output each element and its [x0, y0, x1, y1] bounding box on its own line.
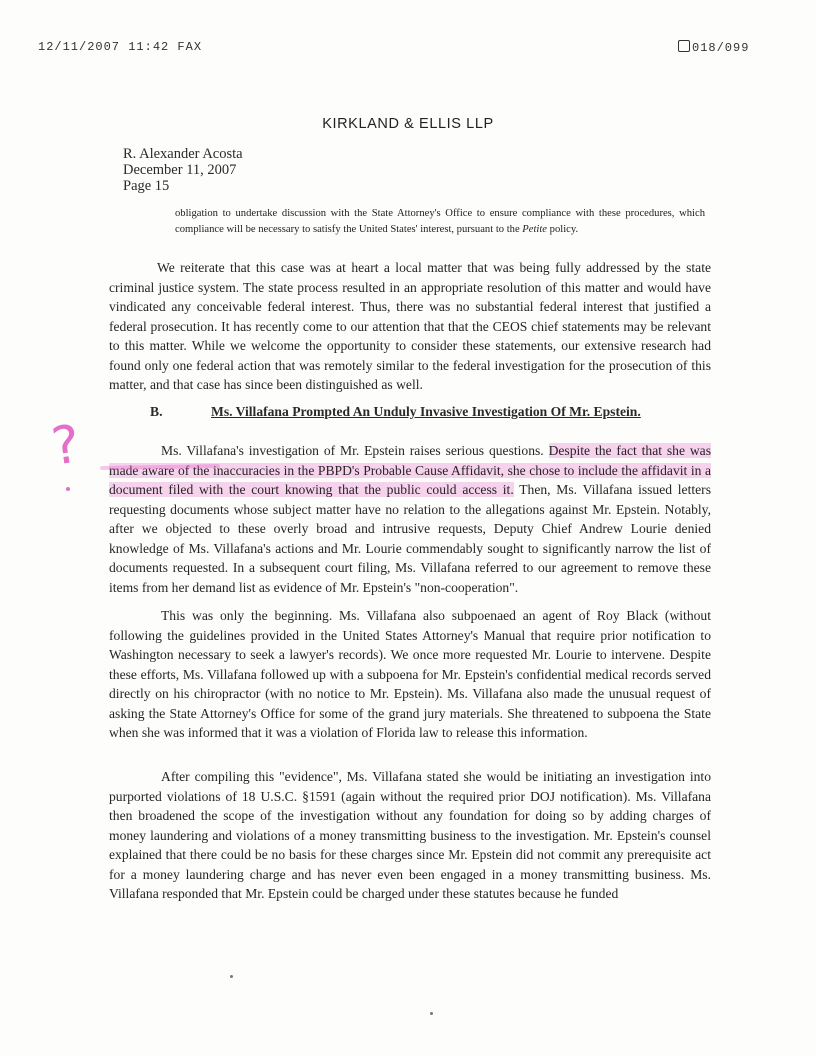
section-title: Ms. Villafana Prompted An Unduly Invasive Investigation Of Mr. Epstein.: [211, 404, 641, 419]
letter-date: December 11, 2007: [123, 162, 237, 178]
paragraph-2-intro: Ms. Villafana's investigation of Mr. Epstein raises serious questions.: [161, 443, 549, 458]
section-heading: [150, 404, 641, 420]
paragraph-subpoenas: This was only the beginning. Ms. Villafana also subpoenaed an agent of Roy Black (without following the guidelines provided in the United States Attorney's Manual that require prior notification to Washington necessary to seek a lawyer's records). We once more requested Mr. Lourie to intervene. Despite these efforts, Ms. Villafana followed up with a subpoena for Mr. Epstein's confidential medical records served directly on his chiropractor (with no notice to Mr. Epstein). Ms. Villafana also made the unusual request of asking the State Attorney's Office for some of the grand jury materials. She threatened to subpoena the State when she was informed that it was a violation of Florida law to release this information.: [109, 608, 711, 740]
quote-tail: policy.: [547, 224, 579, 235]
page-number: Page 15: [123, 178, 170, 194]
paragraph-federal-interest: We reiterate that this case was at heart a local matter that was being fully addressed by the state criminal justice system. The state process resulted in an appropriate resolution of this matter and would have vindicated any conceivable federal interest. Thus, there was no substantial federal interest that justified a federal prosecution. It has recently come to our attention that that the CEOS chief statements may be relevant to this matter. While we welcome the opportunity to consider these statements, our extensive research had found only one federal action that was remotely similar to the federal investigation for the prosecution of this matter, and that case has since been distinguished as well.: [109, 260, 711, 392]
paragraph-2-body: Then, Ms. Villafana issued letters requesting documents whose subject matter have no relation to the allegations against Mr. Epstein. Notably, after we objected to these overly broad and intrusive requests, Deputy Chief Andrew Lourie denied knowledge of Ms. Villafana's actions and Mr. Lourie commendably sought to significantly narrow the list of documents requested. In a subsequent court filing, Ms. Villafana referred to our agreement to remove these items from her demand list as evidence of Mr. Epstein's "non-cooperation".: [109, 482, 711, 595]
highlighted-passage: Despite the fact that she was made aware of the inaccuracies in the PBPD's Probable Cause Affidavit, she chose to include the affidavit in a document filed with the court knowing that the public could access it.: [109, 443, 712, 497]
fax-icon: [678, 40, 690, 52]
scan-speck: [230, 975, 233, 978]
fax-page-count: 018/099: [692, 41, 750, 55]
question-mark-annotation: ?: [47, 414, 84, 478]
block-quote: [175, 206, 705, 238]
fax-header-timestamp: 12/11/2007 11:42 FAX: [38, 40, 203, 54]
firm-letterhead: KIRKLAND & ELLIS LLP: [322, 116, 494, 132]
recipient-name: R. Alexander Acosta: [123, 146, 243, 162]
section-label: B.: [150, 404, 163, 419]
paragraph-money-laundering: After compiling this "evidence", Ms. Villafana stated she would be initiating an investigation into purported violations of 18 U.S.C. §1591 (again without the required prior DOJ notification). Ms. Villafana then broadened the scope of the investigation without any foundation for doing so by adding charges of money laundering and violations of a money transmitting business to the investigation. Mr. Epstein's counsel explained that there could be no basis for these charges since Mr. Epstein did not commit any prerequisite act for a money laundering charge and has never even been engaged in a money transmitting business. Ms. Villafana responded that Mr. Epstein could be charged under these statutes because he funded: [109, 769, 711, 901]
fax-page-number: [678, 40, 749, 55]
scan-speck: [430, 1012, 433, 1015]
annotation-dot: [66, 487, 70, 491]
quote-text: obligation to undertake discussion with the State Attorney's Office to ensure compliance with these procedures, which compliance will be necessary to satisfy the United States' interest, pursuant to the: [175, 208, 705, 235]
quote-italic: Petite: [522, 224, 548, 235]
